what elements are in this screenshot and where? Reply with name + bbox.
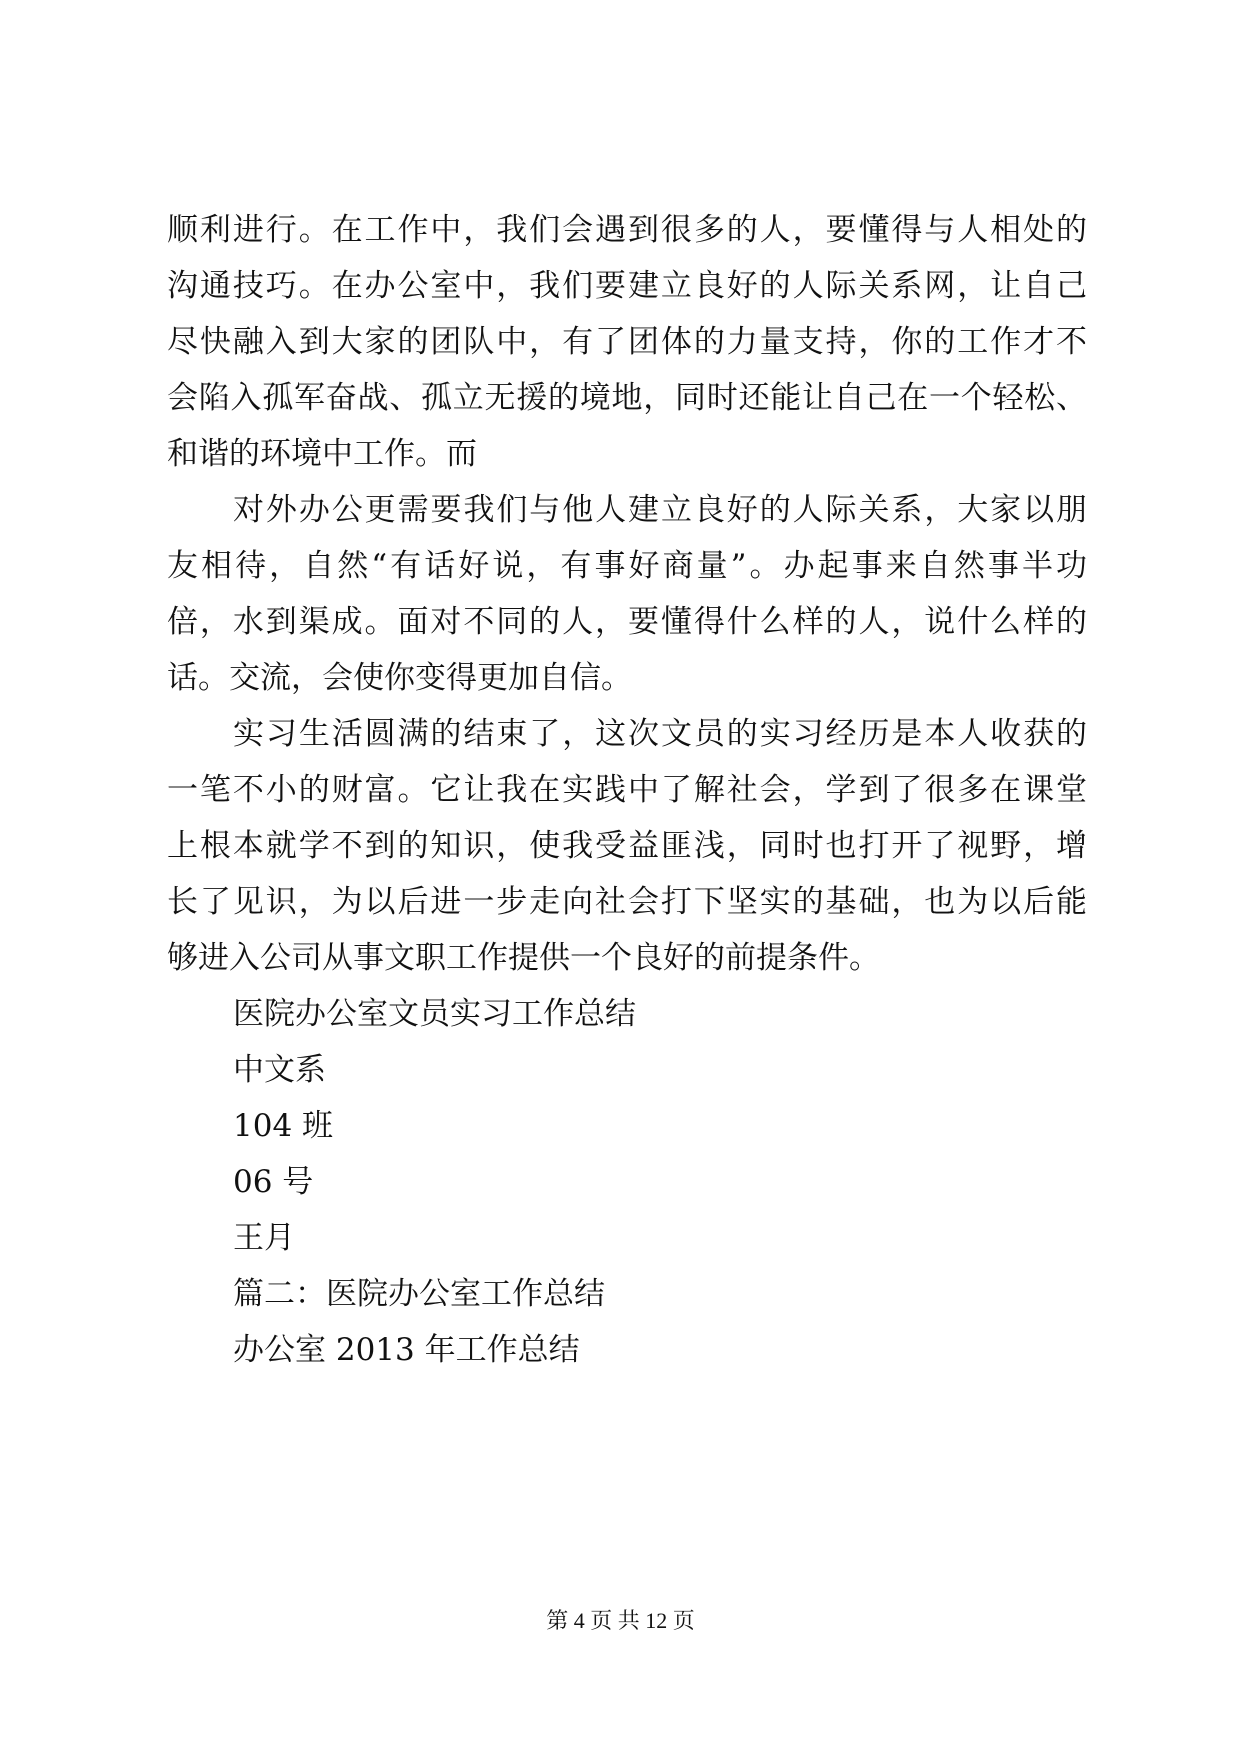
chapter-heading: 篇二：医院办公室工作总结 — [233, 1276, 605, 1312]
text-line: 话。交流，会使你变得更加自信。 — [167, 660, 632, 696]
author-name: 王月 — [233, 1220, 295, 1256]
text-line: 倍，水到渠成。面对不同的人，要懂得什么样的人，说什么样的 — [167, 604, 1087, 640]
text-line: 尽快融入到大家的团队中，有了团体的力量支持，你的工作才不 — [167, 324, 1087, 360]
class-line: 104 班 — [233, 1108, 334, 1144]
text-line: 够进入公司从事文职工作提供一个良好的前提条件。 — [167, 940, 880, 976]
page-footer: 第 4 页 共 12 页 — [546, 1608, 695, 1633]
section-title: 医院办公室文员实习工作总结 — [233, 996, 636, 1032]
text-line: 和谐的环境中工作。而 — [167, 436, 477, 472]
text-line: 会陷入孤军奋战、孤立无援的境地，同时还能让自己在一个轻松、 — [167, 380, 1087, 416]
text-line: 实习生活圆满的结束了，这次文员的实习经历是本人收获的 — [233, 716, 1087, 752]
text-line: 对外办公更需要我们与他人建立良好的人际关系，大家以朋 — [233, 492, 1087, 528]
text-line: 友相待，自然“有话好说，有事好商量”。办起事来自然事半功 — [167, 548, 1087, 584]
number-line: 06 号 — [233, 1164, 314, 1200]
text-line: 沟通技巧。在办公室中，我们要建立良好的人际关系网，让自己 — [167, 268, 1087, 304]
text-line: 一笔不小的财富。它让我在实践中了解社会，学到了很多在课堂 — [167, 772, 1087, 808]
text-line: 顺利进行。在工作中，我们会遇到很多的人，要懂得与人相处的 — [167, 212, 1087, 248]
subheading: 办公室 2013 年工作总结 — [233, 1332, 580, 1368]
text-line: 长了见识，为以后进一步走向社会打下坚实的基础，也为以后能 — [167, 884, 1087, 920]
department-line: 中文系 — [233, 1052, 326, 1088]
text-line: 上根本就学不到的知识，使我受益匪浅，同时也打开了视野，增 — [167, 828, 1087, 864]
